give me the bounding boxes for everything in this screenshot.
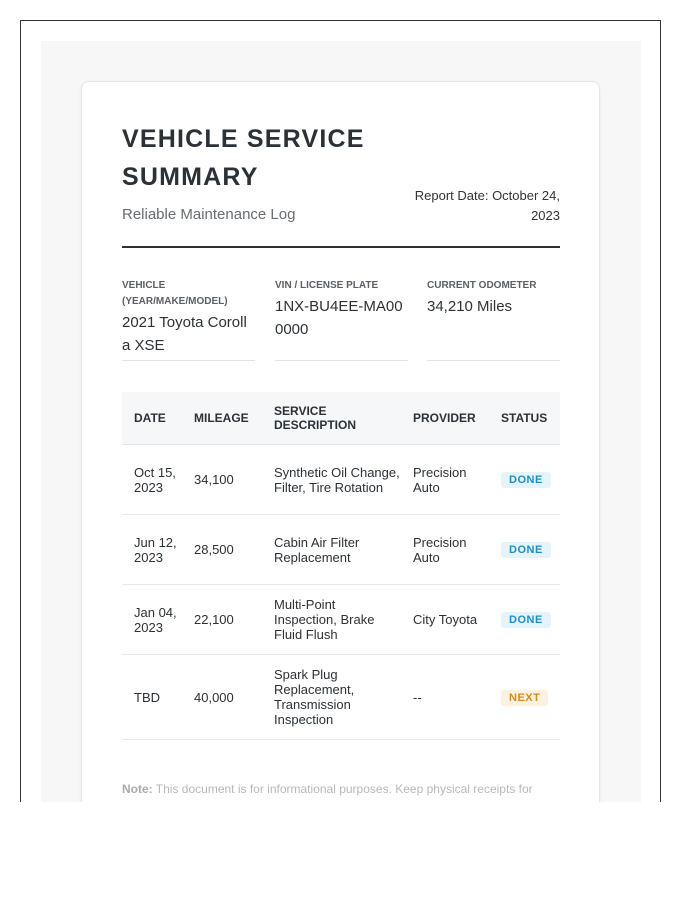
table-row (122, 515, 560, 585)
header-status: STATUS (489, 392, 560, 445)
header-mileage: MILEAGE (182, 392, 262, 445)
table-row (122, 445, 560, 515)
header-divider (122, 246, 560, 248)
row-description: Synthetic Oil Change, Filter, Tire Rotation (262, 445, 401, 515)
row-mileage: 22,100 (182, 585, 262, 655)
row-provider: City Toyota (401, 585, 489, 655)
row-provider: -- (401, 655, 489, 740)
footer-note (122, 782, 560, 796)
row-date: Jan 04, 2023 (122, 585, 182, 655)
status-badge: DONE (501, 472, 551, 488)
table-row (122, 585, 560, 655)
status-badge: DONE (501, 542, 551, 558)
odometer-info (427, 278, 560, 361)
row-description: Cabin Air Filter Replacement (262, 515, 401, 585)
status-badge: DONE (501, 612, 551, 628)
row-description: Spark Plug Replacement, Transmission Inspection (262, 655, 401, 740)
row-mileage: 34,100 (182, 445, 262, 515)
note-label: Note: (122, 782, 153, 796)
header-description: SERVICE DESCRIPTION (262, 392, 401, 445)
row-provider: Precision Auto (401, 445, 489, 515)
row-mileage: 40,000 (182, 655, 262, 740)
row-mileage: 28,500 (182, 515, 262, 585)
row-date: TBD (122, 655, 182, 740)
vehicle-info (122, 278, 255, 361)
table-header-row (122, 392, 560, 445)
service-log-table (122, 392, 560, 740)
header-provider: PROVIDER (401, 392, 489, 445)
report-date: Report Date: October 24, 2023 (414, 188, 560, 223)
row-description: Multi-Point Inspection, Brake Fluid Flush (262, 585, 401, 655)
vehicle-label: VEHICLE (YEAR/MAKE/MODEL) (122, 280, 228, 307)
row-date: Jun 12, 2023 (122, 515, 182, 585)
vin-info (275, 278, 408, 361)
status-badge: NEXT (501, 690, 548, 706)
vin-label: VIN / LICENSE PLATE (275, 280, 379, 291)
odometer-label: CURRENT ODOMETER (427, 280, 537, 291)
table-row (122, 655, 560, 740)
page-backdrop (41, 41, 641, 802)
page-subtitle: Reliable Maintenance Log (122, 206, 296, 223)
vehicle-value: 2021 Toyota Corolla XSE (122, 314, 247, 354)
header-date: DATE (122, 392, 182, 445)
page-frame (20, 20, 661, 802)
vin-value: 1NX-BU4EE-MA000000 (275, 298, 403, 338)
row-date: Oct 15, 2023 (122, 445, 182, 515)
row-provider: Precision Auto (401, 515, 489, 585)
service-summary-card (81, 81, 600, 802)
page-title: VEHICLE SERVICE SUMMARY (122, 125, 365, 191)
note-text: This document is for informational purposes. Keep physical receipts for (155, 782, 533, 796)
odometer-value: 34,210 Miles (427, 298, 513, 315)
